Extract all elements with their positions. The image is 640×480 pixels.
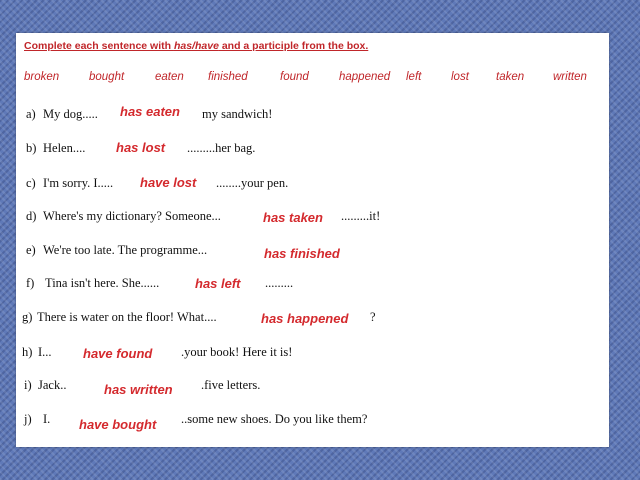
sentence-end: ........your pen.	[216, 176, 289, 190]
sentence-label: f)	[26, 276, 35, 290]
answer-text: have bought	[79, 417, 157, 432]
word-box-item: happened	[339, 71, 391, 83]
sentence-start: We're too late. The programme...	[43, 243, 208, 257]
answer-text: has eaten	[120, 104, 180, 119]
answer-text: has left	[195, 276, 241, 291]
instruction-title: Complete each sentence with has/have and a participle from the box.	[24, 40, 369, 52]
answer-text: has written	[104, 382, 173, 397]
sentence-label: g)	[22, 310, 33, 324]
answer-text: have found	[83, 346, 153, 361]
worksheet	[16, 33, 609, 447]
sentence-end: .........	[265, 276, 294, 290]
sentence-label: i)	[24, 378, 32, 392]
sentence-label: a)	[26, 107, 36, 121]
sentence-start: There is water on the floor! What....	[37, 310, 217, 324]
sentence-end: ?	[370, 310, 376, 324]
sentence-end: .five letters.	[201, 378, 261, 392]
word-box-item: taken	[496, 71, 525, 83]
sentence-start: Where's my dictionary? Someone...	[43, 209, 221, 223]
sentence-label: j)	[24, 412, 32, 426]
word-box-item: finished	[208, 71, 248, 83]
answer-text: has happened	[261, 311, 349, 326]
sentence-label: d)	[26, 209, 37, 223]
word-box-item: left	[406, 71, 422, 83]
sentence-end: .your book! Here it is!	[181, 345, 293, 359]
sentence-start: My dog.....	[43, 107, 98, 121]
word-box-item: bought	[89, 71, 125, 83]
sentence-label: e)	[26, 243, 36, 257]
sentence-end: .........it!	[341, 209, 381, 223]
answer-text: has finished	[264, 246, 340, 261]
sentence-label: b)	[26, 141, 37, 155]
sentence-end: .........her bag.	[187, 141, 256, 155]
word-box-item: broken	[24, 71, 60, 83]
answer-text: have lost	[140, 175, 197, 190]
sentence-start: Jack..	[38, 378, 67, 392]
sentence-start: I...	[38, 345, 52, 359]
sentence-start: Tina isn't here. She......	[45, 276, 160, 290]
word-box-item: written	[553, 71, 587, 83]
sentence-start: I'm sorry. I.....	[43, 176, 114, 190]
sentence-start: Helen....	[43, 141, 86, 155]
sentence-end: ..some new shoes. Do you like them?	[181, 412, 368, 426]
word-box-item: found	[280, 71, 309, 83]
word-box-item: eaten	[155, 71, 184, 83]
sentence-label: h)	[22, 345, 33, 359]
sentence-label: c)	[26, 176, 36, 190]
answer-text: has taken	[263, 210, 323, 225]
sentence-start: I.	[43, 412, 51, 426]
word-box-item: lost	[451, 71, 469, 83]
answer-text: has lost	[116, 140, 166, 155]
sentence-end: my sandwich!	[202, 107, 273, 121]
